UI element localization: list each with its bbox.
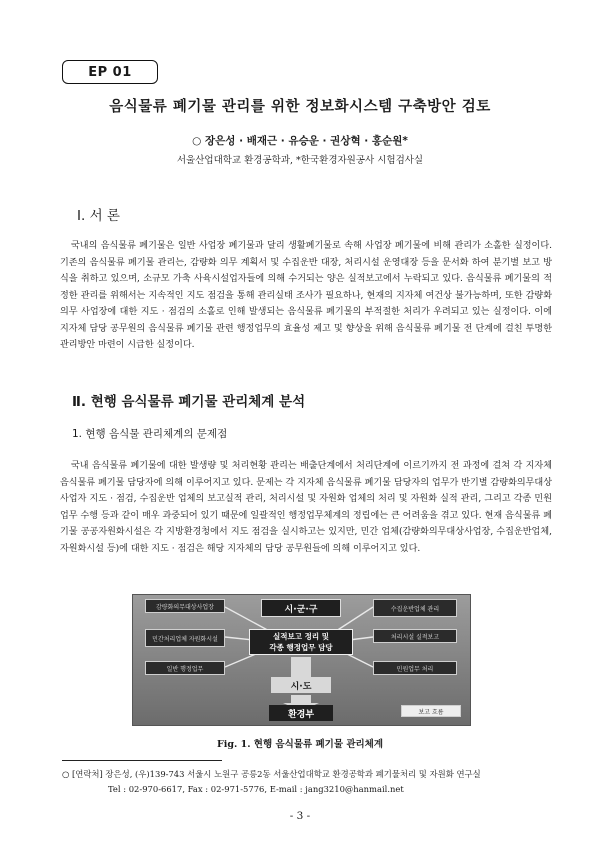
box-right-top: 수집운반업체 관리 bbox=[373, 599, 457, 617]
section1-body bbox=[60, 238, 552, 354]
section1-paragraph: 국내의 음식물류 폐기물은 일반 사업장 폐기물과 달리 생활폐기물로 속해 사업장 폐기물에 비해 관리가 소홀한 실정이다. 기존의 음식물류 폐기물 관리는, 감량화 의무 계획서 및 수집운반 대장, 처리시설 운영대장 등을 문서화 하여 분기별 보고 방식을 취하고 있으며, 소규모 가축 사육시설업자들에 의해 수거되는 양은 실적보고에서 누락되고 있다. 음식물류 폐기물의 적정한 관리를 위해서는 지속적인 지도 점검을 통해 관리실태 조사가 필요하나, 현재의 지자체 여건상 불가능하며, 또한 감량화 의무 사업장에 대한 지도 · 점검의 소홀로 인해 발생되는 음식물류 폐기물의 부적절한 처리가 우려되고 있는 실정이다. 이에 지자체 담당 공무원의 음식물류 폐기물 관련 행정업무의 효율성 제고 및 향상을 위해 음식물류 폐기물 전 단계에 걸친 투명한 관리방안 마련이 시급한 실정이다. bbox=[60, 241, 552, 350]
box-sigungu: 시·군·구 bbox=[261, 599, 341, 617]
box-right-mid: 처리시설 실적보고 bbox=[373, 629, 457, 643]
author-list: ○ 장은성 · 배재근 · 유승운 · 권상혁 · 홍순원* bbox=[192, 135, 408, 147]
box-right-bottom: 민원업무 처리 bbox=[373, 661, 457, 675]
figure-caption: Fig. 1. 현행 음식물류 폐기물 관리체계 bbox=[216, 739, 384, 750]
box-left-mid: 민간처리업체 자원화시설 bbox=[145, 629, 225, 647]
box-sido: 시·도 bbox=[271, 677, 331, 693]
footnote-contact: ○ [연락처] 장은성, (우)139-743 서울시 노원구 공릉2동 서울산업대학교 환경공학과 폐기물처리 및 자원화 연구실 bbox=[62, 769, 481, 779]
affiliation: 서울산업대학교 환경공학과, *한국환경자원공사 시험검사실 bbox=[176, 155, 424, 166]
box-center-line2: 각종 행정업무 담당 bbox=[269, 643, 333, 652]
box-left-bottom: 일반 행정업무 bbox=[145, 661, 225, 675]
box-center bbox=[249, 629, 353, 655]
section2-subheading: 1. 현행 음식물 관리체계의 문제점 bbox=[72, 428, 228, 440]
section2-body bbox=[60, 458, 552, 557]
box-center-line1: 실적보고 정리 및 bbox=[273, 632, 329, 641]
page-number: - 3 - bbox=[289, 810, 311, 822]
section2-heading: Ⅱ. 현행 음식물류 폐기물 관리체계 분석 bbox=[72, 394, 306, 410]
box-env-ministry: 환경부 bbox=[269, 705, 333, 721]
figure-legend: 보고 흐름 bbox=[401, 705, 461, 717]
section1-heading: Ⅰ. 서 론 bbox=[77, 208, 120, 224]
paper-title: 음식물류 폐기물 관리를 위한 정보화시스템 구축방안 검토 bbox=[109, 99, 491, 115]
footnote-phone-email: Tel : 02-970-6617, Fax : 02-971-5776, E-mail : jang3210@hanmail.net bbox=[108, 784, 404, 794]
footnote-divider bbox=[62, 760, 222, 761]
section-badge: EP 01 bbox=[62, 60, 158, 84]
section2-paragraph: 국내 음식물류 폐기물에 대한 발생량 및 처리현황 관리는 배출단계에서 처리단계에 이르기까지 전 과정에 걸쳐 각 지자체 음식물류 폐기물 담당자에 의해 이루어지고 있다. 문제는 각 지자체 음식물류 폐기물 담당자의 업무가 반기별 감량화의무대상사업자 지도 · 점검, 수집운반 업체의 보고실적 관리, 처리시설 및 자원화 업체의 처리 및 자원화 실적 관리, 그리고 각종 민원업무 수행 등과 같이 매우 과중되어 있기 때문에 일괄적인 행정업무체계의 정립에는 큰 어려움을 겪고 있다. 현재 음식물류 폐기물 공공자원화시설은 각 지방환경청에서 지도 점검을 실시하고는 있지만, 민간 업체(감량화의무대상사업장, 수집운반업체, 자원화시설 등)에 대한 지도 · 점검은 해당 지자체의 담당 공무원들에 의해 이루어지고 있다. bbox=[60, 461, 552, 554]
box-left-top: 감량화의무대상사업장 bbox=[145, 599, 225, 613]
footnote bbox=[62, 767, 562, 797]
figure-management-system bbox=[132, 594, 471, 726]
